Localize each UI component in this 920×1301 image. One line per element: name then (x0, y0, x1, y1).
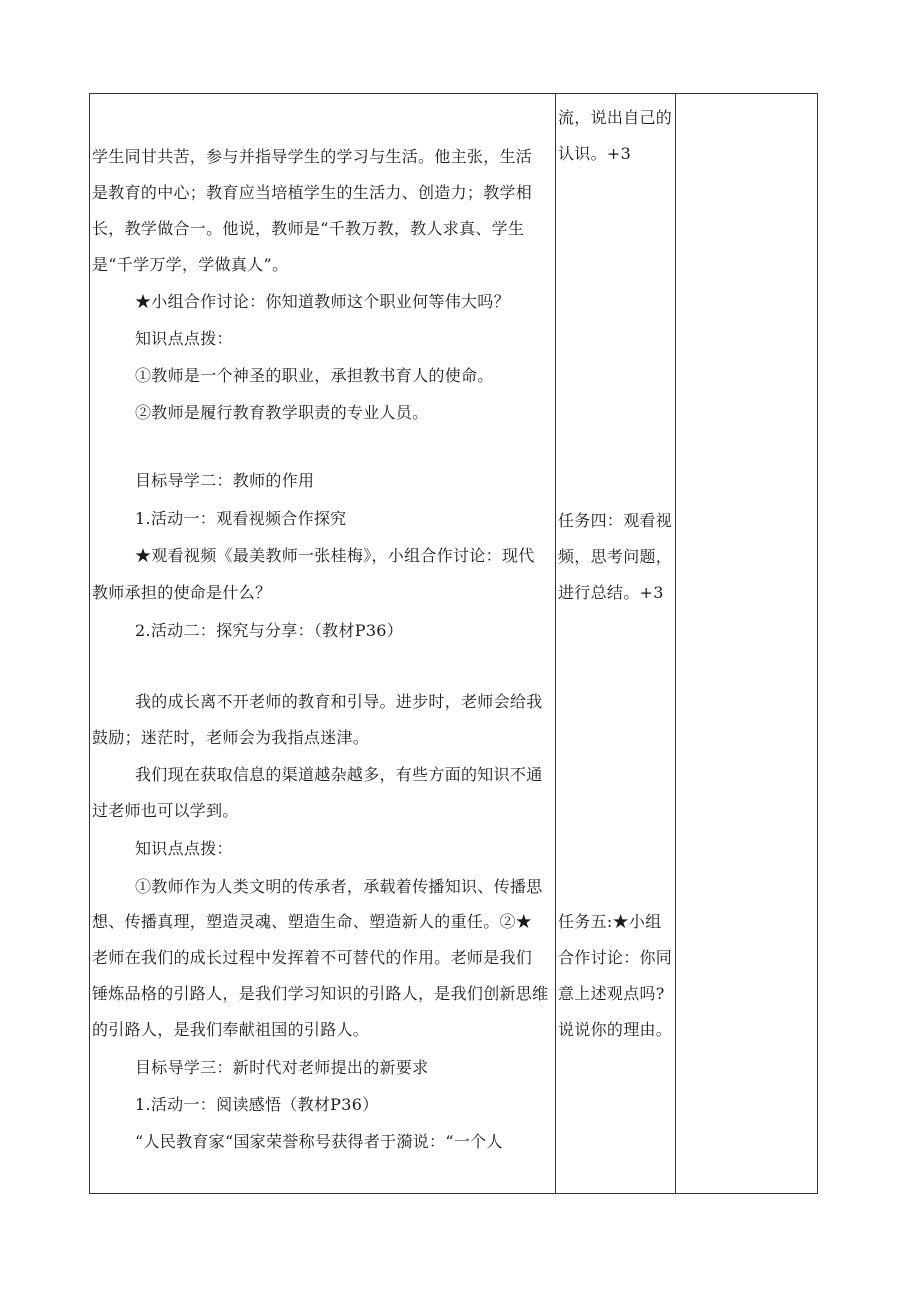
teaching-content-column (90, 94, 555, 1193)
content-line: 的引路人，是我们奉献祖国的引路人。 (92, 1020, 370, 1039)
knowledge-point: ②教师是履行教育教学职责的专业人员。 (135, 403, 429, 422)
task-line: 流，说出自己的 (558, 108, 673, 127)
content-line: 是教育的中心；教育应当培植学生的生活力、创造力；教学相 (92, 183, 533, 202)
activity-heading: 2.活动二：探究与分享：（教材P36） (135, 621, 404, 640)
task-line: 进行总结。+3 (558, 583, 664, 602)
task-line: 意上述观点吗? (558, 984, 665, 1003)
content-line: 是“千学万学，学做真人”。 (92, 255, 289, 274)
empty-column (675, 94, 819, 1193)
task-line: 任务四：观看视 (558, 511, 673, 530)
section-heading: 目标导学二：教师的作用 (135, 471, 315, 490)
content-line: 过老师也可以学到。 (92, 801, 239, 820)
knowledge-point: ①教师作为人类文明的传承者，承载着传播知识、传播思 (135, 877, 543, 896)
content-line: ★观看视频《最美教师一张桂梅》，小组合作讨论：现代 (135, 546, 535, 565)
content-line: 想、传播真理，塑造灵魂、塑造生命、塑造新人的重任。②★ (92, 912, 533, 931)
task-line: 任务五:★小组 (558, 912, 662, 931)
content-line: 我们现在获取信息的渠道越杂越多，有些方面的知识不通 (135, 765, 543, 784)
content-line: 锤炼品格的引路人，是我们学习知识的引路人，是我们创新思维 (92, 984, 549, 1003)
activity-heading: 1.活动一：观看视频合作探究 (135, 509, 347, 528)
discussion-prompt: ★小组合作讨论：你知道教师这个职业何等伟大吗？ (135, 292, 510, 311)
content-line: 鼓励；迷茫时，老师会为我指点迷津。 (92, 728, 370, 747)
lesson-plan-table (89, 93, 818, 1194)
student-task-column (555, 94, 675, 1193)
task-line: 合作讨论：你同 (558, 948, 673, 967)
content-line: 老师在我们的成长过程中发挥着不可替代的作用。老师是我们 (92, 948, 533, 967)
content-line: 学生同甘共苦，参与并指导学生的学习与生活。他主张，生活 (92, 147, 533, 166)
knowledge-point: ①教师是一个神圣的职业，承担教书育人的使命。 (135, 366, 494, 385)
content-line: 我的成长离不开老师的教育和引导。进步时，老师会给我 (135, 692, 543, 711)
knowledge-heading: 知识点点拨： (135, 329, 233, 348)
task-line: 频，思考问题， (558, 547, 673, 566)
content-line: “人民教育家“国家荣誉称号获得者于漪说：“一个人 (135, 1132, 503, 1151)
knowledge-heading: 知识点点拨： (135, 839, 233, 858)
activity-heading: 1.活动一：阅读感悟（教材P36） (135, 1095, 379, 1114)
content-line: 长，教学做合一。他说，教师是“千教万教，教人求真、学生 (92, 219, 525, 238)
section-heading: 目标导学三：新时代对老师提出的新要求 (135, 1058, 429, 1077)
task-line: 认识。+3 (558, 144, 632, 163)
task-line: 说说你的理由。 (558, 1020, 673, 1039)
content-line: 教师承担的使命是什么？ (92, 583, 272, 602)
